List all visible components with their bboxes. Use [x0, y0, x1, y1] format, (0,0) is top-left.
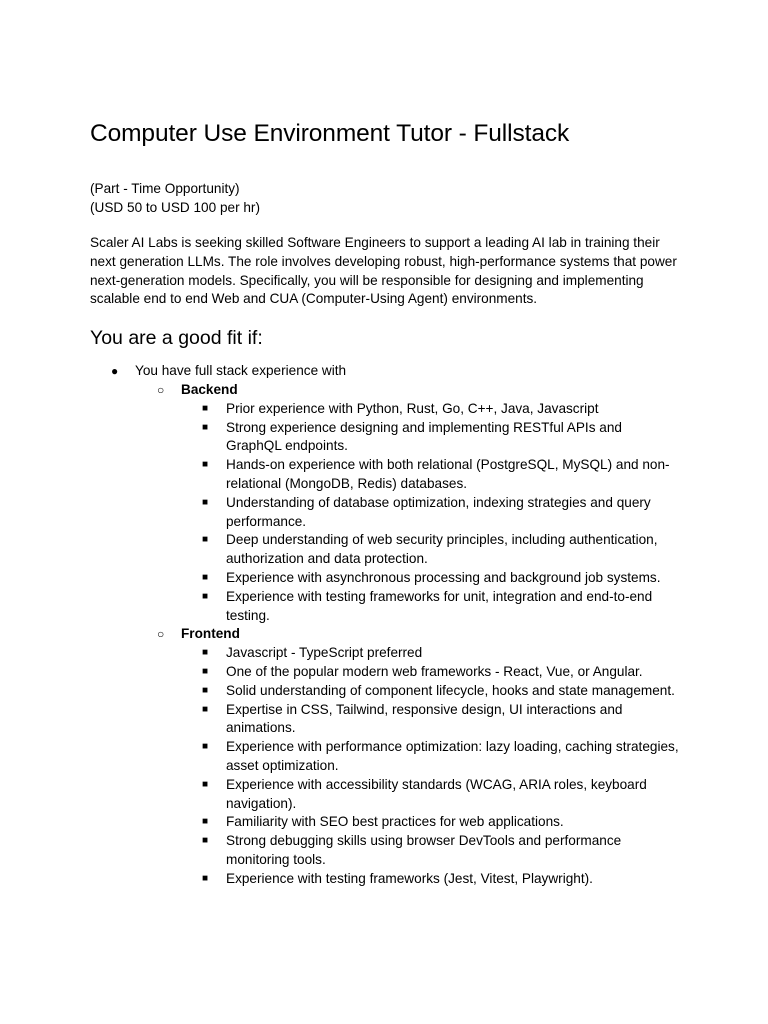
filled-circle-bullet-icon: ●	[111, 364, 119, 379]
backend-label: Backend	[181, 381, 238, 397]
intro-paragraph: Scaler AI Labs is seeking skilled Software Engineers to support a leading AI lab in training their next generation LLMs. The role involves developing robust, high-performance systems that power next-generation models. Specifically, you will be responsible for designing and implementing scalable end to end Web and CUA (Computer-Using Agent) environments.	[90, 235, 677, 307]
list-item	[90, 738, 680, 776]
square-bullet-icon: ■	[202, 684, 209, 696]
list-item-text: Experience with accessibility standards (WCAG, ARIA roles, keyboard navigation).	[226, 776, 647, 811]
list-item-text: One of the popular modern web frameworks - React, Vue, or Angular.	[226, 663, 643, 679]
list-item-text: Strong experience designing and implementing RESTful APIs and GraphQL endpoints.	[226, 419, 622, 454]
list-item	[90, 419, 680, 457]
section-heading: You are a good fit if:	[90, 327, 263, 350]
list-item-text: Understanding of database optimization, indexing strategies and query performance.	[226, 494, 651, 529]
list-item-text: Strong debugging skills using browser DevTools and performance monitoring tools.	[226, 833, 622, 867]
square-bullet-icon: ■	[202, 459, 209, 471]
fit-item-fullstack	[90, 362, 680, 381]
square-bullet-icon: ■	[202, 741, 209, 753]
list-item	[90, 870, 680, 889]
list-item-text: Familiarity with SEO best practices for web applications.	[226, 814, 564, 830]
fit-list	[90, 362, 680, 888]
list-item	[90, 663, 680, 682]
list-item	[90, 682, 680, 701]
list-item-text: Experience with asynchronous processing and background job systems.	[226, 569, 661, 585]
list-item	[90, 400, 680, 419]
square-bullet-icon: ■	[202, 421, 209, 433]
list-item-text: Experience with testing frameworks (Jest, Vitest, Playwright).	[226, 870, 593, 886]
list-item-text: Javascript - TypeScript preferred	[226, 645, 423, 661]
document-page	[90, 118, 680, 889]
backend-subheading	[90, 381, 680, 400]
list-item	[90, 531, 680, 569]
list-item-text: Hands-on experience with both relational (PostgreSQL, MySQL) and non-relational (MongoDB, Redis) databases.	[226, 457, 670, 491]
square-bullet-icon: ■	[202, 816, 209, 828]
square-bullet-icon: ■	[202, 534, 209, 546]
list-item-text: Experience with performance optimization: lazy loading, caching strategies, asset optimization.	[226, 739, 679, 773]
square-bullet-icon: ■	[202, 590, 209, 602]
square-bullet-icon: ■	[202, 571, 209, 583]
square-bullet-icon: ■	[202, 872, 209, 884]
square-bullet-icon: ■	[202, 703, 209, 715]
square-bullet-icon: ■	[202, 402, 209, 414]
list-item	[90, 776, 680, 814]
list-item	[90, 569, 680, 588]
list-item-text: Solid understanding of component lifecycle, hooks and state management.	[226, 682, 675, 698]
list-item	[90, 813, 680, 832]
hollow-circle-bullet-icon: ○	[157, 627, 165, 642]
list-item-text: Experience with testing frameworks for unit, integration and end-to-end testing.	[226, 588, 653, 623]
frontend-subheading	[90, 625, 680, 644]
pay-rate: (USD 50 to USD 100 per hr)	[90, 200, 260, 215]
frontend-label: Frontend	[181, 626, 240, 642]
square-bullet-icon: ■	[202, 496, 209, 508]
list-item	[90, 644, 680, 663]
square-bullet-icon: ■	[202, 647, 209, 659]
list-item	[90, 701, 680, 739]
list-item	[90, 832, 680, 870]
opportunity-meta	[90, 179, 680, 217]
list-item	[90, 494, 680, 532]
square-bullet-icon: ■	[202, 778, 209, 790]
document-title: Computer Use Environment Tutor - Fullstack	[90, 120, 570, 147]
square-bullet-icon: ■	[202, 835, 209, 847]
fit-item-text: You have full stack experience with	[135, 363, 347, 379]
square-bullet-icon: ■	[202, 665, 209, 677]
list-item-text: Expertise in CSS, Tailwind, responsive design, UI interactions and animations.	[226, 701, 623, 736]
list-item-text: Prior experience with Python, Rust, Go, C++, Java, Javascript	[226, 400, 599, 416]
list-item	[90, 456, 680, 494]
list-item	[90, 588, 680, 626]
opportunity-type: (Part - Time Opportunity)	[90, 181, 240, 196]
hollow-circle-bullet-icon: ○	[157, 382, 165, 397]
list-item-text: Deep understanding of web security principles, including authentication, authorization and data protection.	[226, 532, 658, 567]
